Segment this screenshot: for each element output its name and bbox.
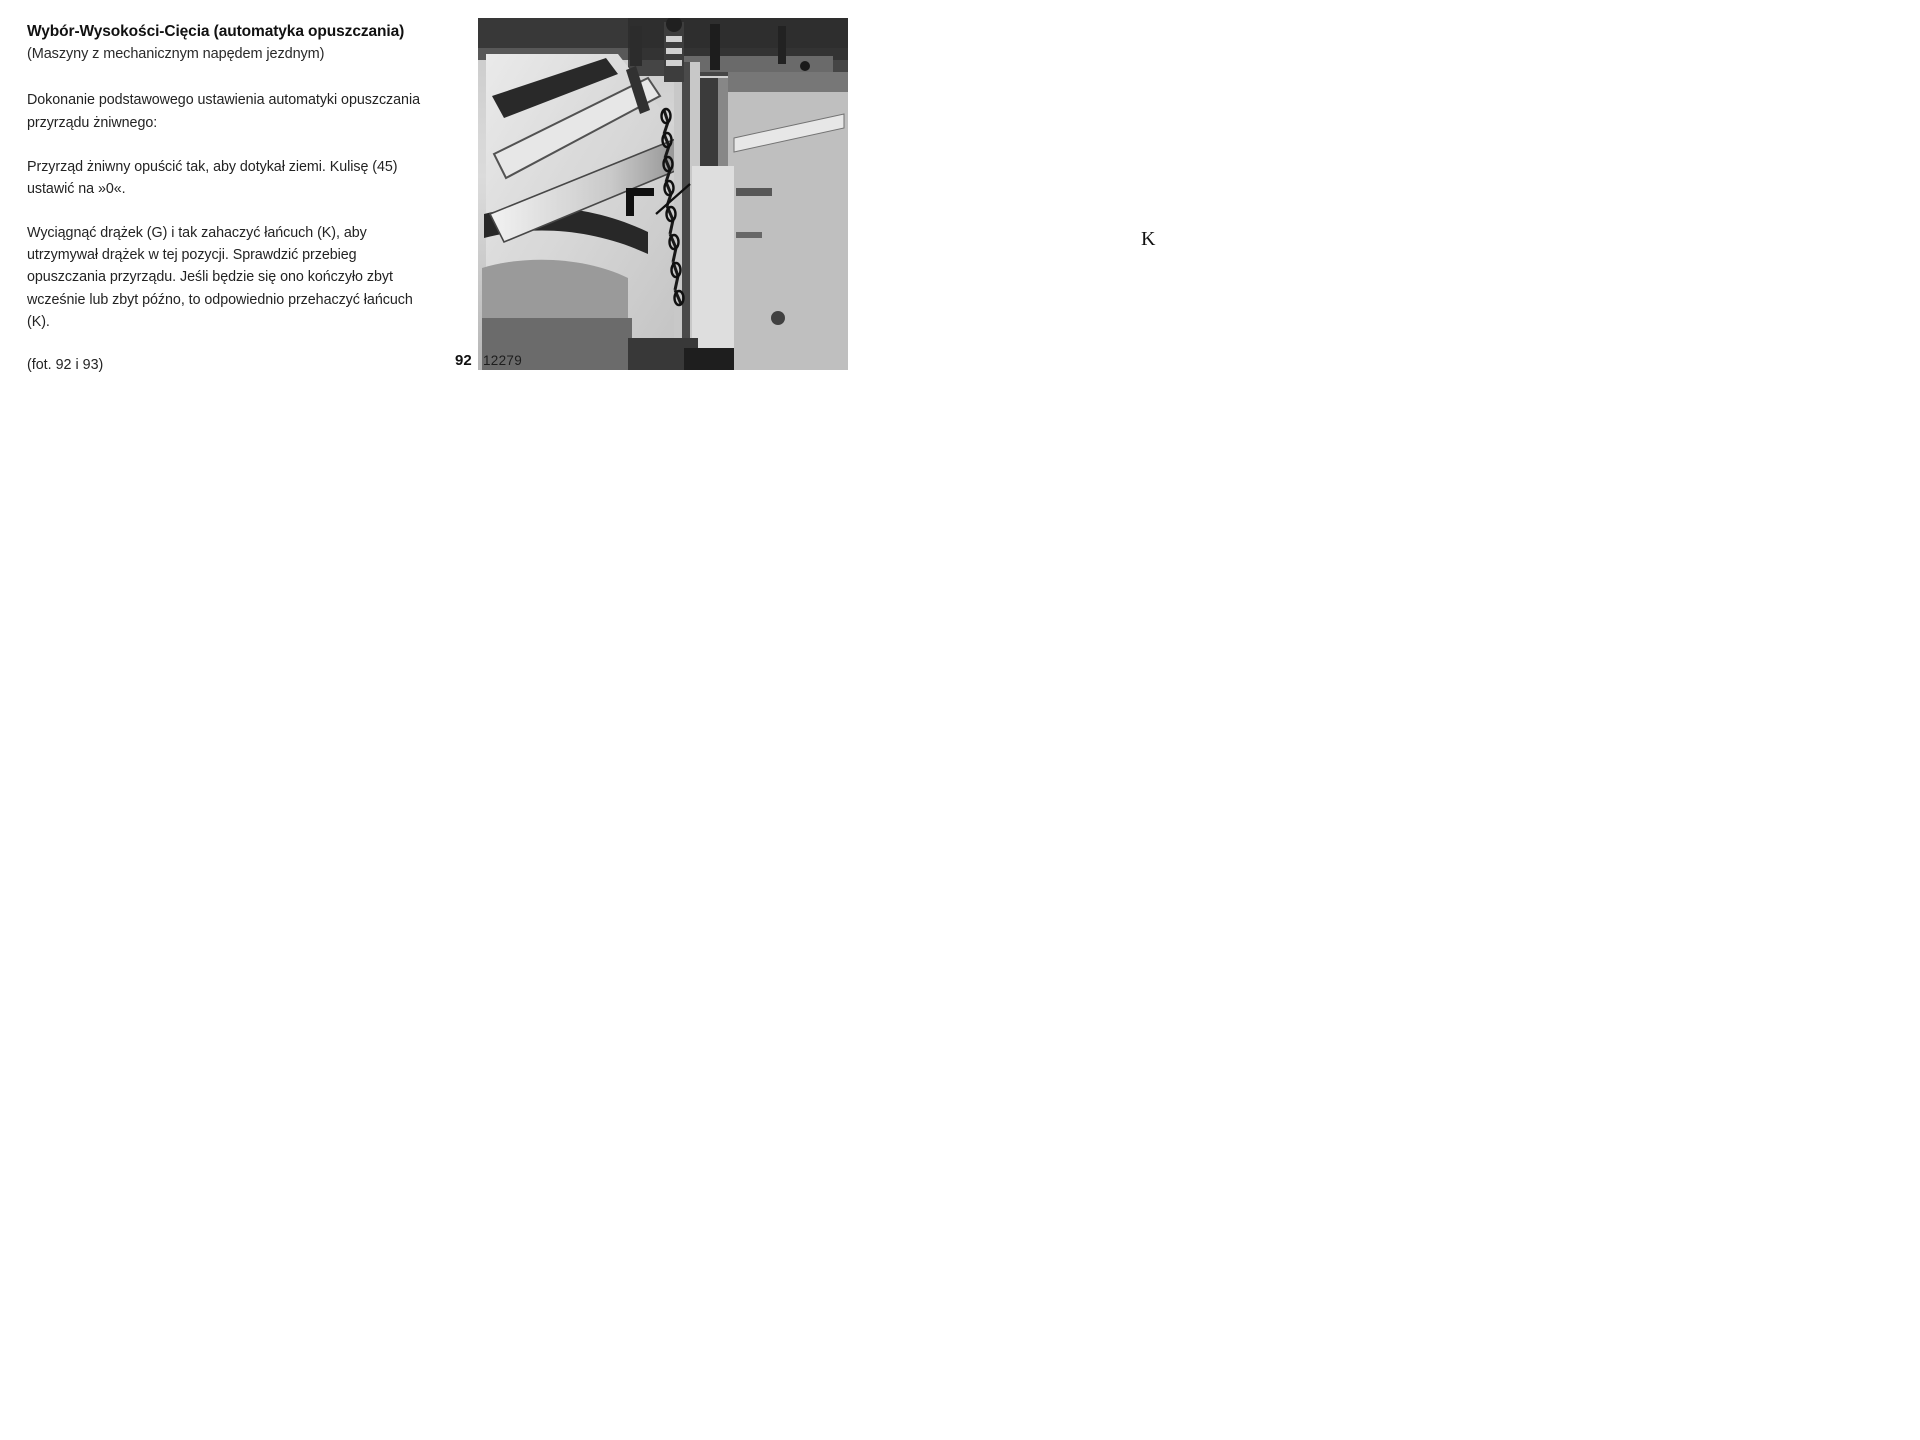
paragraph-3: Wyciągnąć drążek (G) i tak zahaczyć łańcuch (K), aby utrzymywał drążek w tej pozycji. Sprawdzić przebieg opuszczania przyrządu. Jeśli będzie się ono kończyło zbyt wcześnie lub zbyt późno, to odpowiednio przehaczyć łańcuch (K). bbox=[27, 225, 413, 330]
page-subtitle: (Maszyny z mechanicznym napędem jezdnym) bbox=[27, 45, 325, 62]
figure-number: 92 bbox=[455, 352, 472, 369]
paragraph-1: Dokonanie podstawowego ustawienia automatyki opuszczania przyrządu żniwnego: bbox=[27, 92, 420, 131]
callout-label-k: K bbox=[1141, 228, 1156, 250]
text-column bbox=[27, 22, 427, 376]
paragraph-2: Przyrząd żniwny opuścić tak, aby dotykał ziemi. Kulisę (45) ustawić na »0«. bbox=[27, 158, 398, 197]
figure-code: 12279 bbox=[483, 353, 523, 368]
figure-92 bbox=[478, 18, 1156, 370]
figure-reference: (fot. 92 i 93) bbox=[27, 356, 104, 373]
page-title: Wybór-Wysokości-Cięcia (automatyka opuszczania) bbox=[27, 23, 405, 40]
photo-machine-chain-linkage bbox=[478, 18, 848, 370]
